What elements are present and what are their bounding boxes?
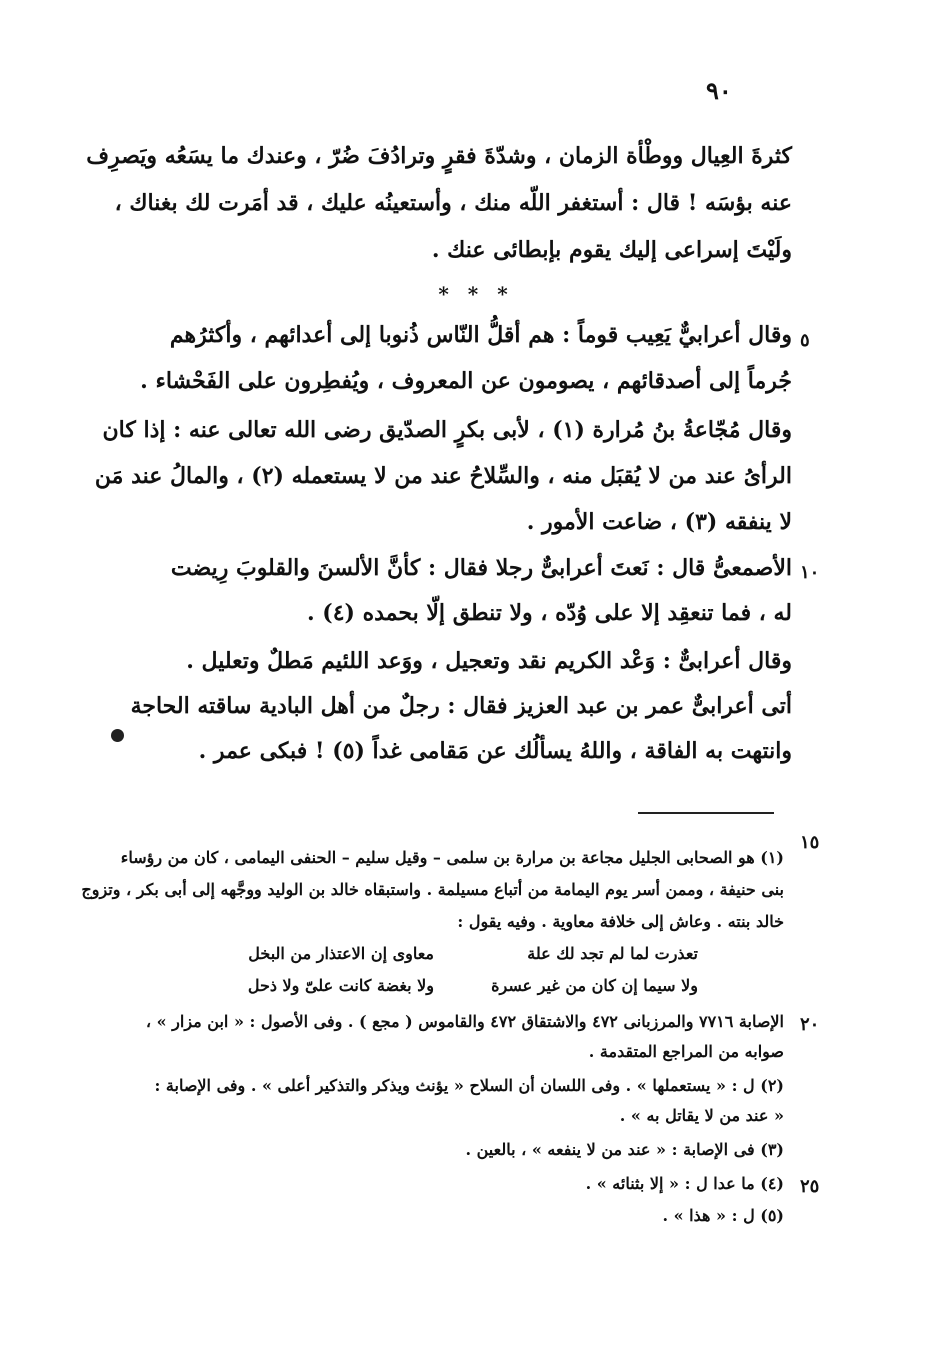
body-line: الأصمعىُّ قال : نَعتَ أعرابىٌّ رجلا فقال : كأنَّ الألسنَ والقلوبَ رِيضت [170,555,792,581]
line-number: ٢٠ [800,1014,820,1035]
line-number: ١٠ [800,562,820,583]
ink-blot [111,729,124,742]
line-number: ٢٥ [800,1176,820,1197]
footnote-line: خالد بنته . وعاش إلى خلافة معاوية . وفيه يقول : [457,912,784,931]
footnote-line: صوابه من المراجع المتقدمة . [588,1042,784,1061]
section-separator: * * * [438,282,514,306]
footnote-line: « عند من لا يقاتل به » . [619,1106,784,1125]
footnote-line: الإصابة ٧٧١٦ والمرزبانى ٤٧٢ والاشتقاق ٤٧٢ والقاموس ( مجع ) . وفى الأصول : « ابن مزار » ، [145,1012,784,1031]
footnote-line: (٢) ل : « يستعملها » . وفى اللسان أن السلاح « يؤنث ويذكر والتذكير أعلى » . وفى الإصابة : [154,1076,784,1095]
footnote-line: (٤) ما عدا ل : « إلا بثنائه » . [585,1174,784,1193]
verse-hemistich: معاوى إن الاعتذار من البخل [248,944,434,963]
verse-hemistich: تعذرت لما لم تجد لك علة [527,944,698,963]
footnote-line: (٥) ل : « هذا » . [662,1206,784,1225]
verse-hemistich: ولا سيما إن كان من غير عسرة [491,976,698,995]
body-line: كثرةَ العِيال ووطْأة الزمان ، وشدّةَ فقرٍ وترادُفَ ضُرّ ، وعندك ما يسَعُه ويَصرِف [86,143,792,169]
body-line: وقال مُجّاعةُ بنُ مُرارة (١) ، لأبى بكرٍ الصدّيق رضى الله تعالى عنه : إذا كان [102,417,792,443]
footnote-divider [638,812,774,814]
body-line: الرأىُ عند من لا يُقبَل منه ، والسِّلاحُ عند من لا يستعمله (٢) ، والمالُ عند مَن [94,463,792,489]
body-line: ولَيْتَ إسراعى إليك يقوم بإبطائى عنك . [431,237,792,263]
footnote-line: (٣) فى الإصابة : « عند من لا ينفعه » ، بالعين . [465,1140,784,1159]
body-line: عنه بؤسَه ! قال : أستغفر اللّه منك ، وأستعينُه عليك ، قد أمَرت لك بغناك ، [114,190,792,216]
body-line: وقال أعرابيٌّ يَعِيب قوماً : هم أقلُّ النّاس ذُنوبا إلى أعدائهم ، وأكثرُهم [169,322,792,348]
line-number: ١٥ [800,832,820,853]
verse-hemistich: ولا بغضة كانت علىّ ولا ذحل [247,976,434,995]
body-line: أتى أعرابىٌّ عمر بن عبد العزيز فقال : رجلٌ من أهل البادية ساقته الحاجة [130,693,792,719]
page-number: ٩٠ [706,76,732,105]
body-line: وانتهت به الفاقة ، واللهُ يسألُك عن مَقامى غداً (٥) ! فبكى عمر . [198,738,792,764]
footnote-line: بنى حنيفة ، وممن أسر يوم اليمامة من أتباع مسيلمة . واستبقاه خالد بن الوليد ووجَّهه إلى أبى بكر ، وتزوج [81,880,784,899]
line-number: ٥ [800,330,810,351]
body-line: له ، فما تنعقِد إلا على وُدّه ، ولا تنطق إلّا بحمده (٤) . [306,600,792,626]
body-line: لا ينفقه (٣) ، ضاعت الأمور . [526,509,792,535]
body-line: وقال أعرابىٌّ : وَعْد الكريم نقد وتعجيل ، ووَعد اللئيم مَطلٌ وتعليل . [186,648,792,674]
body-line: جُرماً إلى أصدقائهم ، يصومون عن المعروف ، ويُفطِرون على الفَحْشاء . [140,368,792,394]
footnote-line: (١) هو الصحابى الجليل مجاعة بن مرارة بن سلمى – وقيل سليم – الحنفى اليمامى ، كان من رؤساء [120,848,784,867]
